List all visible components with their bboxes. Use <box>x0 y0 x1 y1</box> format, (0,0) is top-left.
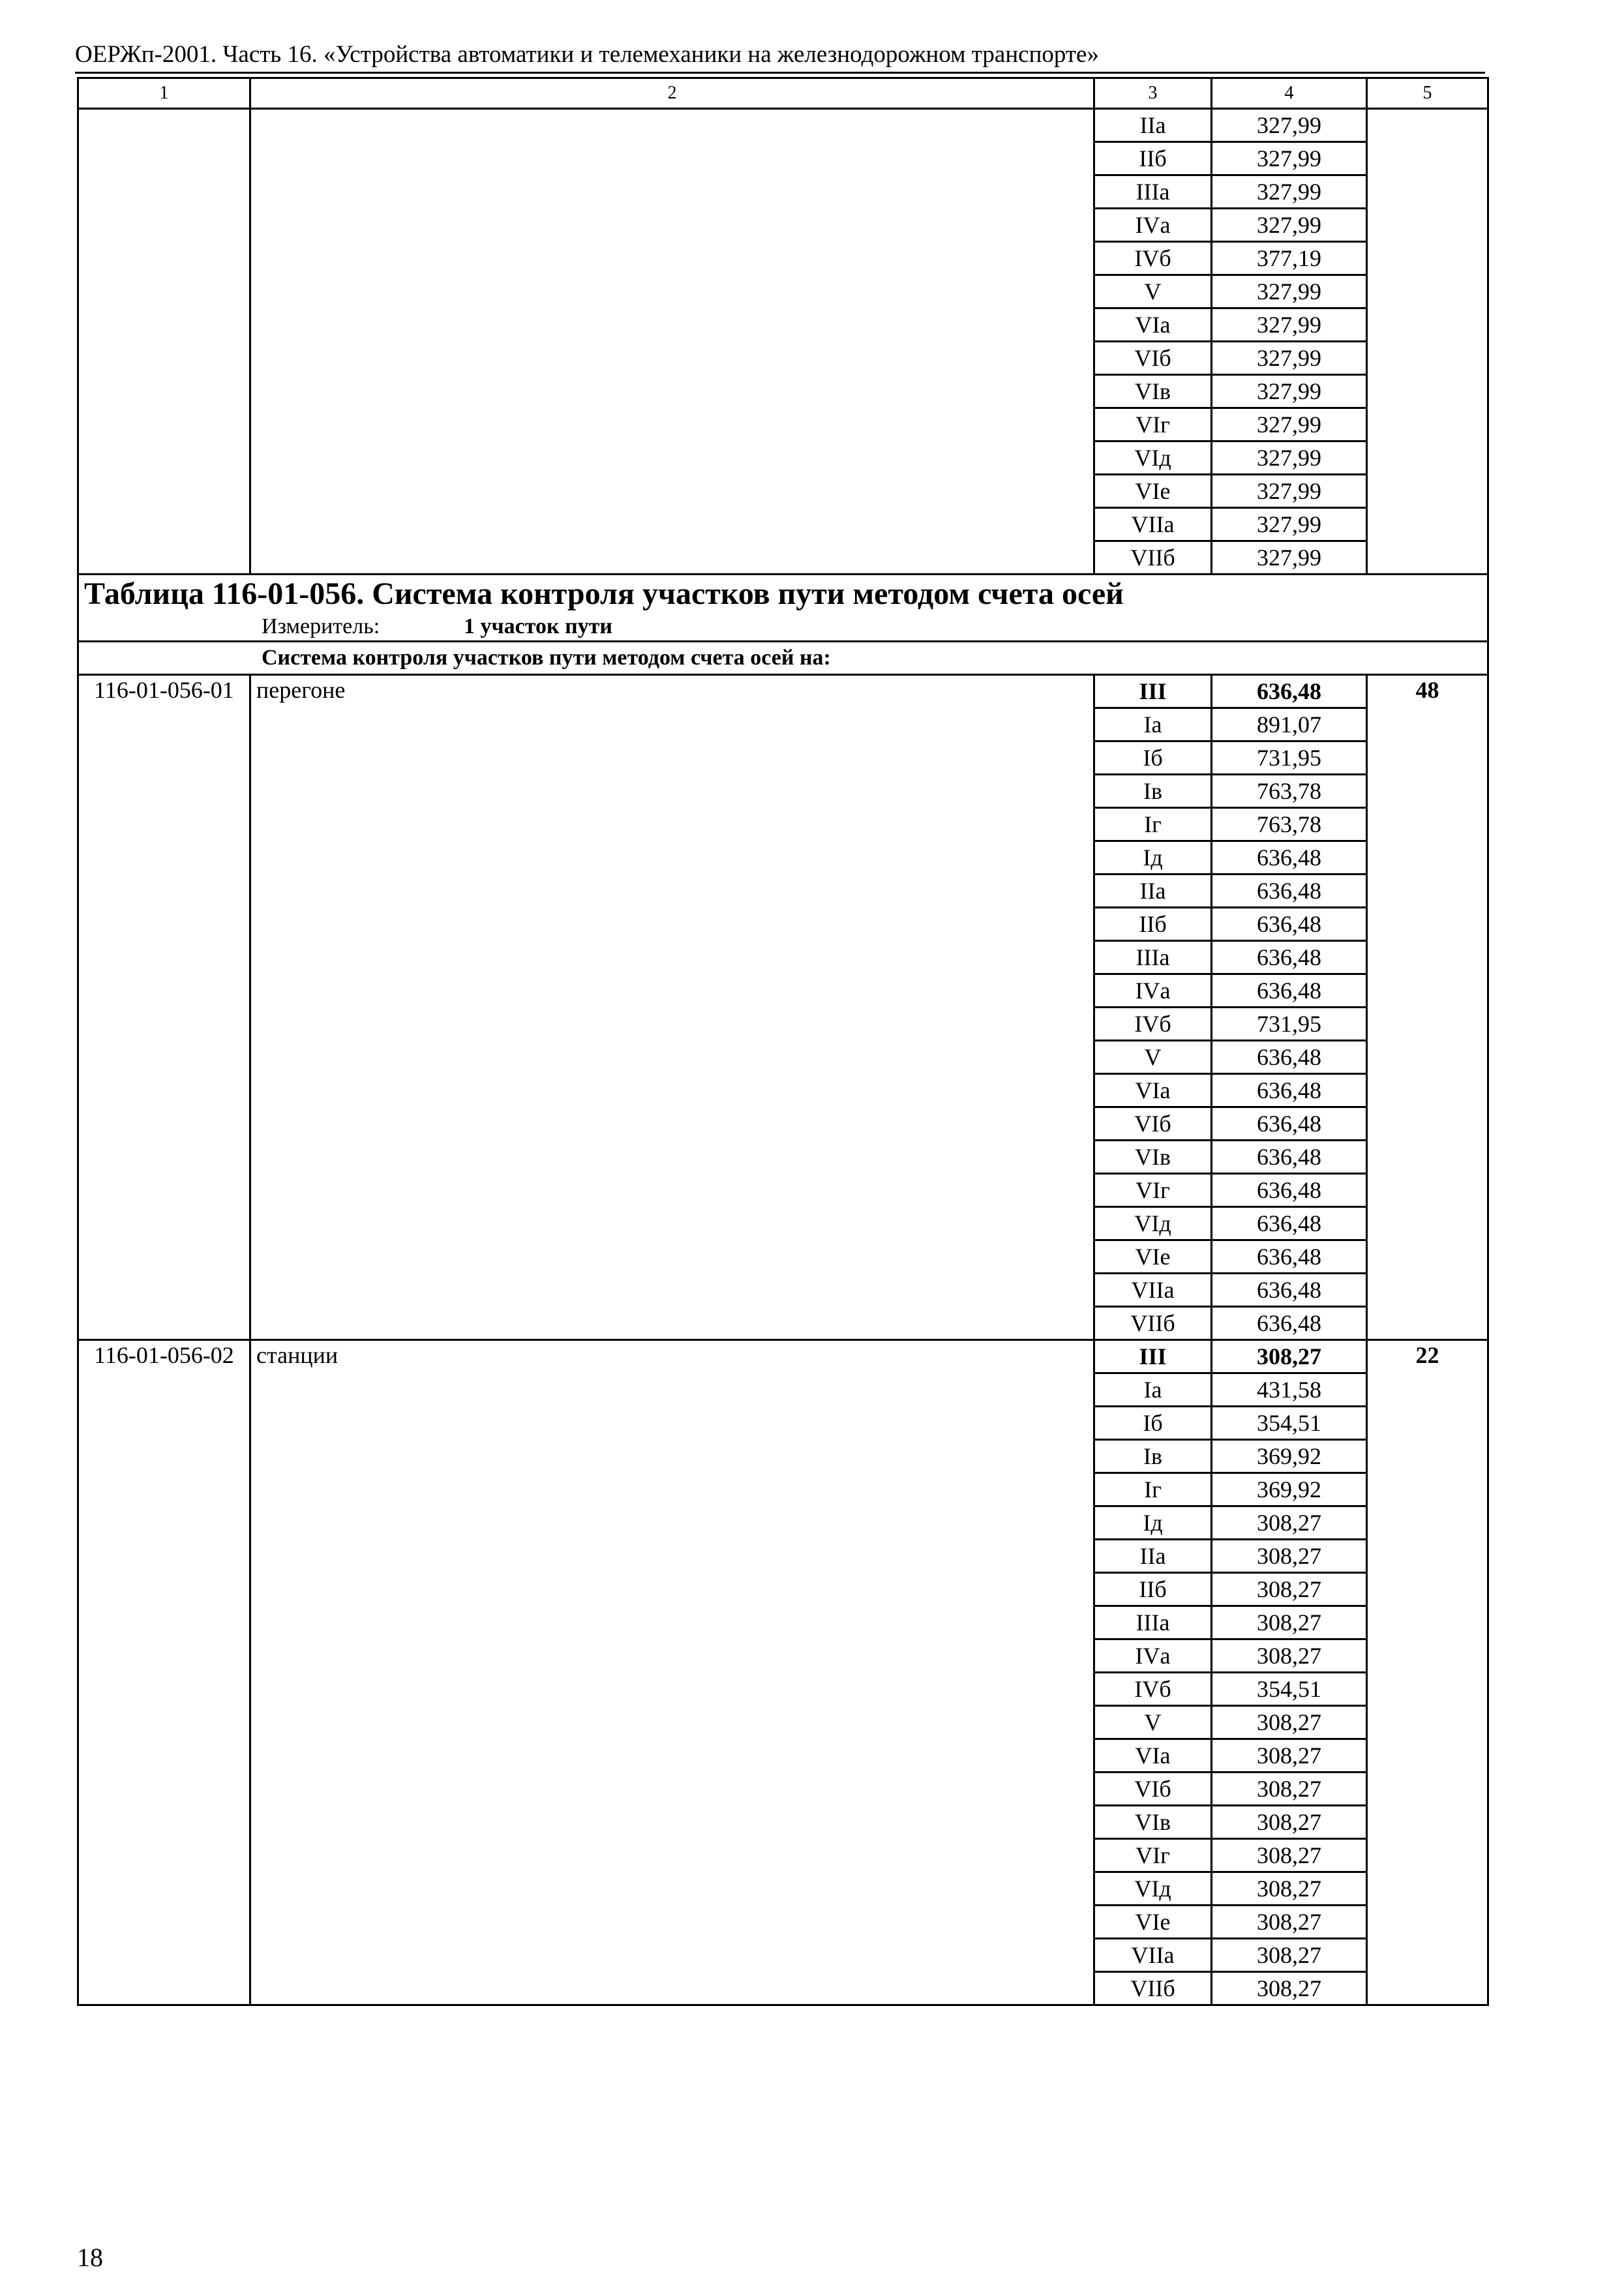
zone-cell: IVа <box>1094 1639 1212 1673</box>
price-cell: 636,48 <box>1212 841 1367 875</box>
price-cell: 308,27 <box>1212 1340 1367 1373</box>
zone-cell: Iв <box>1094 1440 1212 1473</box>
price-cell: 327,99 <box>1212 441 1367 475</box>
price-cell: 636,48 <box>1212 1041 1367 1074</box>
price-cell: 327,99 <box>1212 209 1367 242</box>
price-cell: 636,48 <box>1212 1107 1367 1141</box>
zone-cell: VIг <box>1094 1839 1212 1872</box>
price-cell: 377,19 <box>1212 242 1367 275</box>
price-cell: 308,27 <box>1212 1872 1367 1906</box>
price-cell: 369,92 <box>1212 1440 1367 1473</box>
zone-cell: Iб <box>1094 741 1212 775</box>
table-subtitle: Система контроля участков пути методом счета осей на: <box>262 646 831 670</box>
table-row <box>78 675 1488 708</box>
price-cell: 731,95 <box>1212 1008 1367 1041</box>
column-number-1: 1 <box>78 78 250 109</box>
price-cell: 431,58 <box>1212 1373 1367 1407</box>
zone-cell: IIб <box>1094 908 1212 941</box>
zone-cell: IVб <box>1094 242 1212 275</box>
price-cell: 327,99 <box>1212 475 1367 508</box>
unit-row <box>78 613 1488 642</box>
unit-value: 1 участок пути <box>464 614 612 638</box>
zone-cell: IIб <box>1094 1573 1212 1606</box>
column-number-5: 5 <box>1367 78 1488 109</box>
price-cell: 636,48 <box>1212 1274 1367 1307</box>
zone-cell: VIе <box>1094 1240 1212 1274</box>
price-cell: 636,48 <box>1212 1207 1367 1240</box>
zone-cell: IVб <box>1094 1008 1212 1041</box>
price-cell: 327,99 <box>1212 342 1367 375</box>
zone-cell: Iд <box>1094 1506 1212 1540</box>
column-number-2: 2 <box>250 78 1094 109</box>
zone-cell: IVа <box>1094 974 1212 1008</box>
zone-cell: VIа <box>1094 1074 1212 1107</box>
subtitle-cell <box>78 642 1488 675</box>
price-cell: 327,99 <box>1212 375 1367 408</box>
price-cell: 327,99 <box>1212 275 1367 308</box>
page-number: 18 <box>77 2243 103 2272</box>
zone-cell: IVб <box>1094 1673 1212 1706</box>
count-cell <box>1367 109 1488 575</box>
price-cell: 308,27 <box>1212 1739 1367 1773</box>
zone-cell: IVа <box>1094 209 1212 242</box>
price-cell: 636,48 <box>1212 974 1367 1008</box>
price-cell: 308,27 <box>1212 1606 1367 1639</box>
price-cell: 636,48 <box>1212 1141 1367 1174</box>
zone-cell: III <box>1094 1340 1212 1373</box>
item-name: перегоне <box>250 675 1094 1340</box>
price-cell: 731,95 <box>1212 741 1367 775</box>
price-cell: 327,99 <box>1212 541 1367 575</box>
zone-cell: V <box>1094 1706 1212 1739</box>
zone-cell: IIIа <box>1094 175 1212 209</box>
zone-cell: VIIб <box>1094 1972 1212 2005</box>
subtitle-row <box>78 642 1488 675</box>
item-count: 22 <box>1367 1340 1488 2005</box>
price-cell: 308,27 <box>1212 1506 1367 1540</box>
price-cell: 308,27 <box>1212 1806 1367 1839</box>
zone-cell: VIе <box>1094 1906 1212 1939</box>
zone-cell: VIд <box>1094 441 1212 475</box>
zone-cell: VIIб <box>1094 1307 1212 1340</box>
price-cell: 308,27 <box>1212 1939 1367 1972</box>
column-number-4: 4 <box>1212 78 1367 109</box>
item-name: станции <box>250 1340 1094 2005</box>
table-row <box>78 109 1488 142</box>
zone-cell: VIIа <box>1094 1939 1212 1972</box>
price-cell: 354,51 <box>1212 1673 1367 1706</box>
item-code: 116-01-056-01 <box>78 675 250 1340</box>
table-title: Таблица 116-01-056. Система контроля участков пути методом счета осей <box>78 575 1488 614</box>
zone-cell: VIIа <box>1094 508 1212 541</box>
zone-cell: VIв <box>1094 375 1212 408</box>
price-cell: 308,27 <box>1212 1773 1367 1806</box>
item-count: 48 <box>1367 675 1488 1340</box>
zone-cell: IIIа <box>1094 941 1212 974</box>
table-row <box>78 1340 1488 1373</box>
zone-cell: VIIб <box>1094 541 1212 575</box>
zone-cell: V <box>1094 1041 1212 1074</box>
zone-cell: IIа <box>1094 1540 1212 1573</box>
header-rule <box>75 72 1485 74</box>
price-cell: 636,48 <box>1212 675 1367 708</box>
price-cell: 636,48 <box>1212 1174 1367 1207</box>
zone-cell: IIб <box>1094 142 1212 175</box>
price-cell: 308,27 <box>1212 1540 1367 1573</box>
unit-cell <box>78 613 1488 642</box>
price-cell: 308,27 <box>1212 1906 1367 1939</box>
table-title-row <box>78 575 1488 614</box>
zone-cell: Iг <box>1094 1473 1212 1506</box>
zone-cell: IIIа <box>1094 1606 1212 1639</box>
zone-cell: Iд <box>1094 841 1212 875</box>
rates-table <box>77 77 1489 2006</box>
zone-cell: VIе <box>1094 475 1212 508</box>
name-cell <box>250 109 1094 575</box>
price-cell: 763,78 <box>1212 775 1367 808</box>
price-cell: 327,99 <box>1212 175 1367 209</box>
price-cell: 308,27 <box>1212 1573 1367 1606</box>
price-cell: 636,48 <box>1212 1074 1367 1107</box>
unit-label: Измеритель: <box>262 614 380 638</box>
price-cell: 354,51 <box>1212 1407 1367 1440</box>
zone-cell: VIд <box>1094 1872 1212 1906</box>
column-number-row <box>78 78 1488 109</box>
price-cell: 308,27 <box>1212 1706 1367 1739</box>
price-cell: 763,78 <box>1212 808 1367 841</box>
zone-cell: VIа <box>1094 1739 1212 1773</box>
zone-cell: Iг <box>1094 808 1212 841</box>
column-number-3: 3 <box>1094 78 1212 109</box>
price-cell: 327,99 <box>1212 308 1367 342</box>
zone-cell: Iа <box>1094 1373 1212 1407</box>
zone-cell: VIв <box>1094 1806 1212 1839</box>
item-code: 116-01-056-02 <box>78 1340 250 2005</box>
price-cell: 327,99 <box>1212 508 1367 541</box>
price-cell: 891,07 <box>1212 708 1367 741</box>
price-cell: 327,99 <box>1212 408 1367 441</box>
price-cell: 327,99 <box>1212 109 1367 142</box>
zone-cell: VIб <box>1094 1773 1212 1806</box>
zone-cell: Iа <box>1094 708 1212 741</box>
zone-cell: III <box>1094 675 1212 708</box>
zone-cell: V <box>1094 275 1212 308</box>
price-cell: 327,99 <box>1212 142 1367 175</box>
price-cell: 636,48 <box>1212 1240 1367 1274</box>
zone-cell: VIа <box>1094 308 1212 342</box>
price-cell: 308,27 <box>1212 1839 1367 1872</box>
zone-cell: VIб <box>1094 1107 1212 1141</box>
zone-cell: VIд <box>1094 1207 1212 1240</box>
zone-cell: IIа <box>1094 875 1212 908</box>
zone-cell: Iв <box>1094 775 1212 808</box>
zone-cell: IIа <box>1094 109 1212 142</box>
page-header: ОЕРЖп-2001. Часть 16. «Устройства автоматики и телемеханики на железнодорожном транспорте» <box>75 41 1099 68</box>
zone-cell: Iб <box>1094 1407 1212 1440</box>
price-cell: 636,48 <box>1212 1307 1367 1340</box>
zone-cell: VIб <box>1094 342 1212 375</box>
zone-cell: VIг <box>1094 1174 1212 1207</box>
price-cell: 636,48 <box>1212 908 1367 941</box>
table-body <box>78 78 1488 2005</box>
price-cell: 636,48 <box>1212 875 1367 908</box>
zone-cell: VIг <box>1094 408 1212 441</box>
price-cell: 308,27 <box>1212 1639 1367 1673</box>
price-cell: 308,27 <box>1212 1972 1367 2005</box>
price-cell: 636,48 <box>1212 941 1367 974</box>
zone-cell: VIIа <box>1094 1274 1212 1307</box>
price-cell: 369,92 <box>1212 1473 1367 1506</box>
zone-cell: VIв <box>1094 1141 1212 1174</box>
code-cell <box>78 109 250 575</box>
